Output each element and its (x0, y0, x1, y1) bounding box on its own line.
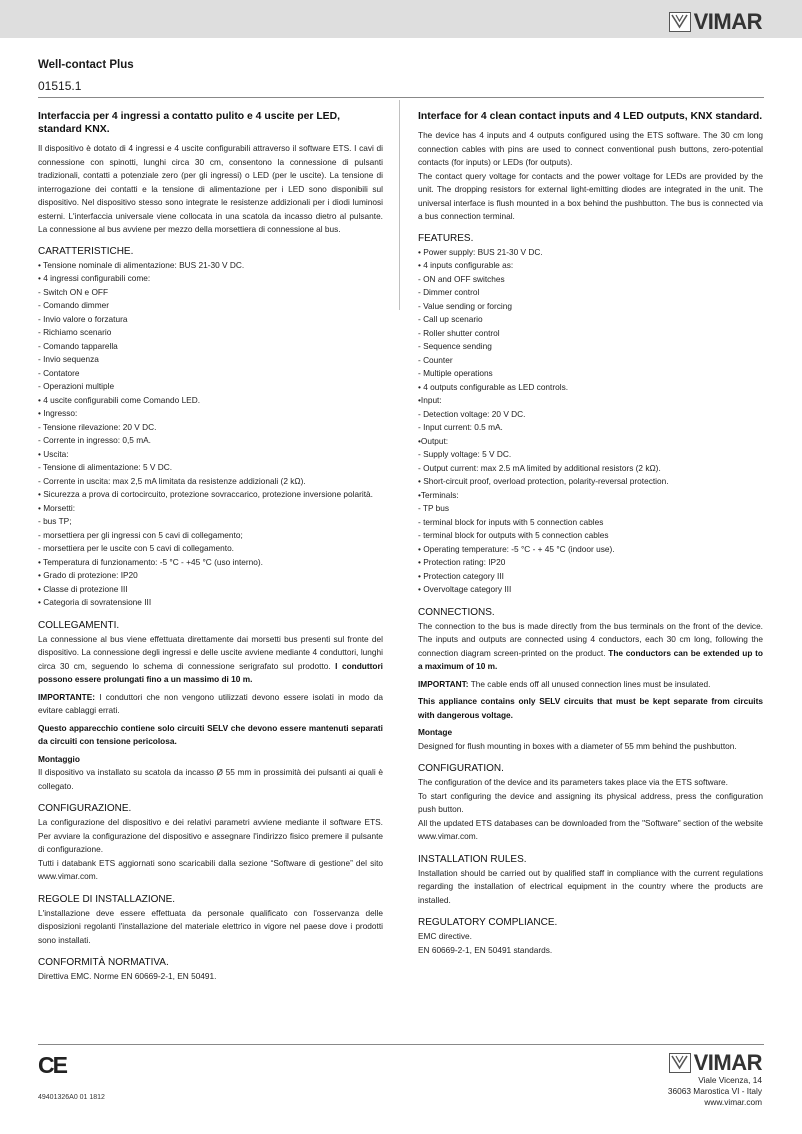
list-item: - Richiamo scenario (38, 327, 112, 337)
italian-install-text: L'installazione deve essere effettuata da personale qualificato con l'osservanza delle disposizioni regolanti l'installazione del materiale elettrico in vigore nel paese dove i prodotti sono installati. (38, 907, 383, 945)
english-features-title: FEATURES. (418, 232, 474, 244)
english-connections-title: CONNECTIONS. (418, 606, 495, 618)
vimar-logo-text: VIMAR (693, 9, 762, 34)
list-item: • Tensione nominale di alimentazione: BUS 21-30 V DC. (38, 259, 245, 270)
vimar-logo-text: VIMAR (693, 1050, 762, 1075)
connections-bold-note: The conductors can be extended up to a maximum of 10 m. (418, 647, 763, 671)
list-item: • Sicurezza a prova di cortocircuito, protezione sovraccarico, protezione inversione polarità. (38, 489, 373, 499)
italian-mounting-title (38, 753, 383, 767)
important-label: IMPORTANT: (418, 678, 469, 689)
italian-connections-title: COLLEGAMENTI. (38, 619, 120, 631)
list-item: - Operazioni multiple (38, 381, 115, 391)
list-item: • Classe di protezione III (38, 583, 128, 594)
connections-text: The connection to the bus is made directly from the bus terminals on the front of the device. The inputs and outputs are connected using 4 conductors, each 30 cm long, following the connection diagram screen-printed on the product. (418, 620, 763, 658)
list-item: - Tensione rilevazione: 20 V DC. (38, 421, 157, 432)
list-item: • Protection rating: IP20 (418, 557, 506, 567)
list-item: - Counter (418, 354, 453, 365)
vimar-logo (669, 9, 762, 35)
list-item: - Invio sequenza (38, 354, 99, 364)
mounting-title: Montaggio (38, 753, 80, 764)
italian-compliance-title: CONFORMITÀ NORMATIVA. (38, 957, 169, 968)
list-item: - Call up scenario (418, 314, 483, 324)
english-heading: Interface for 4 clean contact inputs and 4 LED outputs, KNX standard. (418, 111, 763, 122)
list-item: - Corrente in ingresso: 0,5 mA. (38, 435, 151, 445)
selv-note: Questo apparecchio contiene solo circuiti SELV che devono essere mantenuti separati da circuiti con tensione pericolosa. (38, 722, 383, 746)
english-mounting-text: Designed for flush mounting in boxes with a diameter of 55 mm behind the pushbutton. (418, 740, 737, 751)
list-item: - Contatore (38, 367, 80, 378)
list-item: - morsettiera per gli ingressi con 5 cavi di collegamento; (38, 529, 243, 540)
italian-column (38, 110, 383, 988)
english-important (418, 678, 763, 692)
selv-note: This appliance contains only SELV circuits that must be kept separate from circuits with dangerous voltage. (418, 696, 763, 720)
product-title: Well-contact Plus (38, 59, 134, 71)
list-item: • Overvoltage category III (418, 584, 512, 594)
list-item: - terminal block for outputs with 5 connection cables (418, 530, 609, 540)
english-column (418, 110, 763, 961)
address-line-2: 36063 Marostica VI - Italy (667, 1086, 762, 1096)
english-features-list (418, 246, 763, 597)
list-item: • Uscita: (38, 448, 69, 459)
italian-mounting-text: Il dispositivo va installato su scatola da incasso Ø 55 mm in prossimità dei pulsanti ai quali è collegato. (38, 767, 383, 791)
vimar-footer-logo (669, 1050, 762, 1076)
list-item: • Categoria di sovratensione III (38, 597, 152, 607)
italian-heading: Interfaccia per 4 ingressi a contatto pulito e 4 uscite per LED, standard KNX. (38, 111, 340, 135)
list-item: • Power supply: BUS 21-30 V DC. (418, 246, 543, 257)
italian-install-title: REGOLE DI INSTALLAZIONE. (38, 893, 176, 905)
list-item: • Temperatura di funzionamento: -5 °C - +45 °C (uso interno). (38, 556, 263, 567)
english-compliance-title: REGULATORY COMPLIANCE. (418, 917, 558, 928)
important-label: IMPORTANTE: (38, 691, 95, 702)
list-item: • Short-circuit proof, overload protection, polarity-reversal protection. (418, 476, 669, 486)
list-item: • Grado di protezione: IP20 (38, 570, 138, 580)
italian-config-text2: Tutti i databank ETS aggiornati sono scaricabili dalla sezione “Software di gestione” del sito www.vimar.com. (38, 857, 383, 881)
vimar-logo-mark-icon (669, 1053, 691, 1073)
product-code: 01515.1 (38, 79, 82, 93)
list-item: •Input: (418, 395, 442, 405)
italian-compliance-text: Direttiva EMC. Norme EN 60669-2-1, EN 50491. (38, 971, 217, 981)
company-address (668, 1075, 762, 1108)
list-item: - terminal block for inputs with 5 connection cables (418, 516, 604, 527)
list-item: - Invio valore o forzatura (38, 313, 128, 324)
connections-bold-note: I conduttori possono essere prolungati fino a un massimo di 10 m. (38, 660, 383, 684)
website: www.vimar.com (704, 1097, 762, 1107)
english-config-text1: The configuration of the device and its parameters takes place via the ETS software. (418, 777, 728, 787)
list-item: • Protection category III (418, 570, 504, 581)
footer-divider (38, 1044, 764, 1045)
list-item: - Value sending or forcing (418, 300, 512, 311)
list-item: - bus TP; (38, 516, 72, 526)
list-item: - Switch ON e OFF (38, 286, 109, 297)
mounting-title: Montage (418, 727, 453, 737)
english-config-title: CONFIGURATION. (418, 763, 504, 774)
italian-config-text1: La configurazione del dispositivo e dei relativi parametri avviene mediante il software ETS. Per avviare la configurazione del dispositivo e assegnare l'indirizzo fisico premere il pulsante di configurazione. (38, 817, 383, 854)
list-item: - ON and OFF switches (418, 273, 505, 284)
english-install-text: Installation should be carried out by qualified staff in compliance with the current regulations regarding the installation of electrical equipment in the country where the products are installed. (418, 867, 763, 905)
italian-features-list (38, 259, 383, 610)
list-item: - morsettiera per le uscite con 5 cavi di collegamento. (38, 543, 234, 553)
list-item: - Comando tapparella (38, 340, 118, 351)
english-selv (418, 695, 763, 722)
important-text: The cable ends off all unused connection lines must be insulated. (470, 678, 711, 689)
english-mounting-title (418, 726, 763, 740)
list-item: • 4 inputs configurable as: (418, 260, 514, 270)
english-compliance-text2: EN 60669-2-1, EN 50491 standards. (418, 944, 553, 955)
list-item: • Morsetti: (38, 502, 76, 513)
list-item: - Supply voltage: 5 V DC. (418, 449, 512, 459)
english-intro2: The contact query voltage for contacts and the power voltage for LEDs are provided by the unit. The dropping resistors for external light-emitting diodes are integrated in the unit. The universal interface is flush mounted in a box behind the pushbutton. The bus is connected via a bus connection terminal. (418, 170, 763, 221)
ce-mark: CE (38, 1052, 66, 1078)
english-intro1: The device has 4 inputs and 4 outputs configured using the ETS software. The 30 cm long connection cables with pins are used to connect conventional push buttons, zero-potential contacts (for inputs) or LEDs (for outputs). (418, 130, 763, 167)
list-item: • 4 ingressi configurabili come: (38, 273, 151, 283)
list-item: • Operating temperature: -5 °C - + 45 °C (indoor use). (418, 543, 615, 554)
english-connections-text (418, 620, 763, 674)
list-item: •Output: (418, 435, 449, 446)
list-item: - Sequence sending (418, 341, 492, 351)
important-text: I conduttori che non vengono utilizzati devono essere isolati in modo da evitare cablaggi errati. (38, 691, 383, 715)
english-config-text3: All the updated ETS databases can be downloaded from the "Software" section of the website www.vimar.com. (418, 817, 763, 841)
document-id: 49401326A0 01 1812 (38, 1094, 105, 1101)
list-item: - Comando dimmer (38, 300, 110, 310)
list-item: • 4 outputs configurable as LED controls. (418, 381, 569, 392)
list-item: - TP bus (418, 503, 450, 513)
list-item: - Tensione di alimentazione: 5 V DC. (38, 462, 173, 472)
connections-text: La connessione al bus viene effettuata direttamente dai morsetti bus presenti sul fronte del dispositivo. La connessione degli ingressi e delle uscite avviene mediante 4 conduttori, lunghi circa 30 cm, seguendo lo schema di connessione serigrafato sul prodotto. (38, 633, 383, 671)
list-item: •Terminals: (418, 489, 459, 500)
list-item: - Multiple operations (418, 368, 493, 378)
list-item: - Input current: 0.5 mA. (418, 422, 503, 432)
italian-config-title: CONFIGURAZIONE. (38, 803, 132, 814)
vimar-logo-mark-icon (669, 12, 691, 32)
italian-features-title: CARATTERISTICHE. (38, 245, 134, 257)
header-divider (38, 97, 764, 98)
english-install-title: INSTALLATION RULES. (418, 853, 527, 865)
list-item: - Corrente in uscita: max 2,5 mA limitata da resistenze addizionali (2 kΩ). (38, 475, 306, 486)
english-config-text2: To start configuring the device and assigning its physical address, press the configuration push button. (418, 790, 763, 814)
italian-important (38, 691, 383, 718)
list-item: - Detection voltage: 20 V DC. (418, 408, 526, 419)
list-item: • 4 uscite configurabili come Comando LED. (38, 394, 201, 405)
list-item: - Roller shutter control (418, 327, 500, 338)
list-item: - Dimmer control (418, 287, 480, 297)
column-divider (399, 100, 400, 310)
italian-selv (38, 722, 383, 749)
italian-connections-text (38, 633, 383, 687)
list-item: - Output current: max 2.5 mA limited by additional resistors (2 kΩ). (418, 462, 661, 473)
list-item: • Ingresso: (38, 408, 78, 418)
italian-intro: Il dispositivo è dotato di 4 ingressi e 4 uscite configurabili attraverso il software ETS. I cavi di connessione con spinotti, lunghi circa 30 cm, consentono la connessione di pulsanti tradizionali, contatti a potenziale zero (per gli ingressi) o LED (per le uscite). La tensione di interrogazione dei contatti e la tensione di alimentazione per i LED sono disponibili sul dispositivo. Nel dispositivo stesso sono integrate le resistenze addizionali per i diodi luminosi esterni. L'interfaccia universale viene collocata in una scatola da incasso dietro al pulsante. La connessione al bus avviene per mezzo della morsettiera di connessione al bus. (38, 143, 383, 234)
english-compliance-text1: EMC directive. (418, 931, 472, 941)
address-line-1: Viale Vicenza, 14 (698, 1075, 762, 1085)
